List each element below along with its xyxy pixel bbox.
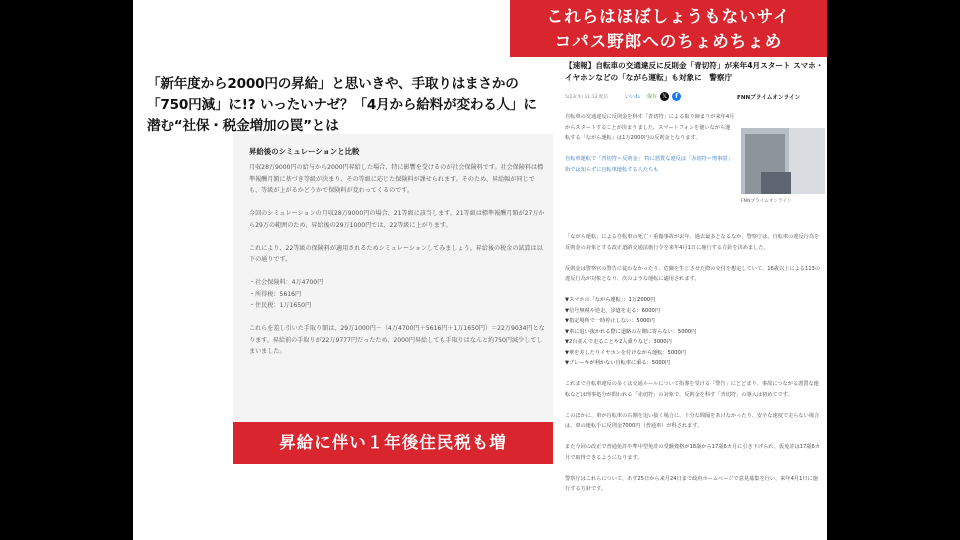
list-item: ▼2台並んで走ることや2人乗りなど：3000円 [565,339,672,345]
related-link[interactable]: 自転車運転で「青切符＝反則金」 特に悪質な違反は「赤切符＝刑事罰」 街では知らずに自転車運転する人たちも [565,156,733,173]
list-item: ▼ブレーキが利かない自転車に乗る：5000円 [565,360,671,366]
paragraph: 「ながら運転」による自転車の死亡・重傷事故が去年、過去最多となるなか、警察庁は、自転車の違反行為を反則金の対象とする改正道路交通法施行令を来年4月1日に施行する方針を決めました。 [565,234,820,251]
paragraph: 月収28万9000円の給与から2000円昇給した場合、特に影響を受けるのが社会保険料です。社会保険料は標準報酬月額に基づき等級が決まり、その等級に応じた保険料が課せられます。そのため、昇給幅が同じでも、等級が上がるかどうかで保険料が変わってくるのです。 [249,164,544,194]
publisher-brand[interactable]: FNNプライムオンライン [737,95,801,101]
article-headline[interactable]: 「新年度から2000円の昇給」と思いきや、手取りはまさかの「750円減」に!? いったいナゼ？「4月から給料が変わる人」に潜む“社保・税金増加の罠”とは [147,76,537,134]
simulation-box [233,134,553,424]
article-photo[interactable] [741,128,825,194]
paragraph: また今回の改正で普通免許や準中型免許の受験資格が18歳から17歳6カ月に引き下げられ、仮免許は17歳6カ月で取得できるようになります。 [565,444,820,461]
paragraph: 反則金は警察官の警告に従わなかったり、危険を生じさせた際の交付を想定していて、16歳以上による113の違反行為が対象となり、次のような運転に適用されます。 [565,265,821,282]
article-lead [565,112,735,186]
screenshot-stage [133,0,827,540]
paragraph: これらを差し引いた手取り額は、29万1000円－（4万4700円＋5616円＋1万1650円）＝22万9034円となります。昇給前の手取りが22万9777円だったため、2000円昇給しても手取りはなんと約750円減少してしまいました。 [249,325,545,355]
simulation-body [249,162,545,369]
photo-shape [761,172,791,194]
simulation-title: 昇給後のシミュレーションと比較 [249,147,360,156]
news-title[interactable]: 【速報】自転車の交通違反に反則金「青切符」が来年4月スタート スマホ・イヤホンなどの「ながら運転」も対象に 警察庁 [565,61,824,82]
paragraph: これにより、22等級の保険料が適用されるためシミュレーションしてみましょう。昇給後の税金の試算は以下の通りです。 [249,244,543,263]
list-item: ▼スマホの「ながら運転」：1万2000円 [565,297,656,303]
paragraph: これまで自転車違反の多くは交通ルールについて指導を受ける「警告」にとどまり、事故につながる悪質な運転などは刑事処分が問われる「赤切符」の対象で、反則金を科す「青切符」の導入は初めてです。 [565,381,819,398]
violation-list [565,295,823,369]
paragraph: 警察庁はこれらについて、あす25日から来月24日まで政府ホームページで意見募集を行い、来年4月1日に施行する方針です。 [565,475,818,492]
article-body [565,232,823,505]
caption-line: これらはほぼしょうもないサイ [546,7,791,26]
list-item: ▼指定場所で一時停止しない：5000円 [565,318,655,324]
list-item: ▼傘を差したりイヤホンを付けながら運転：5000円 [565,349,686,356]
timestamp: 5/23(木) 11:13 配信 [565,95,608,100]
x-share-icon[interactable]: 𝕏 [660,92,669,101]
caption-banner-bottom: 昇給に伴い１年後住民税も増 [233,422,553,464]
save-button[interactable]: 保存 [647,94,658,100]
article-meta [565,92,825,104]
caption-line: コパス野郎へのちょめちょめ [554,32,783,51]
photo-shape [789,128,825,194]
facebook-share-icon[interactable]: f [672,92,681,101]
photo-credit: FNNプライムオンライン [741,199,792,204]
list-item: ▼信号無視や逆走、歩道を走る：6000円 [565,307,661,314]
paragraph: このほかに、車が自転車の右側を追い抜く場合に、十分な間隔をあけなかったり、安全な速度で走らない場合は、車の運転手に反則金7000円（普通車）が科されます。 [565,412,820,429]
like-button[interactable]: いいね [625,94,641,100]
right-article [557,58,827,540]
list-item: ▼車に追い抜かれる際に道路の左側に寄らない：5000円 [565,328,697,335]
paragraph: 今回のシミュレーションの月収28万9000円の場合、21等級に該当します。21等級は標準報酬月額が27万から29万の範囲のため、昇給後の29万1000円では、22等級に上がります。 [249,210,545,229]
tax-breakdown-list: ・社会保険料：4万4700円 ・所得税：5616円 ・住民税：1万1650円 [249,279,324,309]
lead-paragraph: 自転車の交通違反に反則金を科す「青切符」による取り締まりが来年4月からスタートすることが決まりました。スマートフォンを使いながら運転する「ながら運転」は1万2000円の反則金となります。 [565,114,735,141]
caption-banner-top [510,0,827,57]
